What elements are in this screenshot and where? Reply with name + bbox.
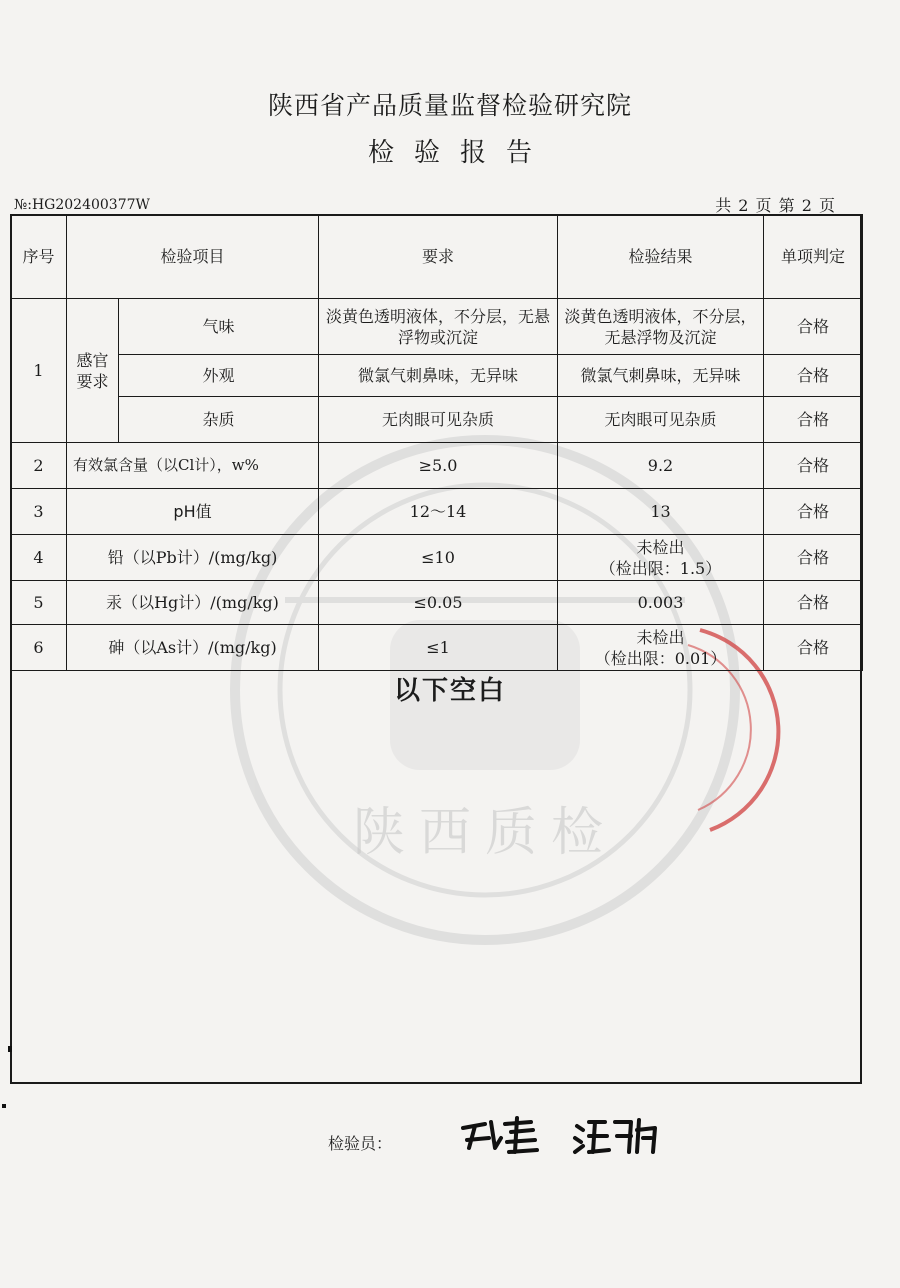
row-seq: 6 — [11, 625, 67, 671]
page-info: 共 2 页 第 2 页 — [715, 196, 836, 215]
row-requirement: 微氯气刺鼻味，无异味 — [319, 355, 558, 397]
row-requirement: 12～14 — [319, 489, 558, 535]
table-row — [11, 355, 863, 397]
row-judgment: 合格 — [764, 355, 863, 397]
row-result — [558, 625, 764, 671]
report-number: №:HG202400377W — [14, 197, 150, 213]
table-row — [11, 489, 863, 535]
header-requirement: 要求 — [319, 215, 558, 299]
table-row — [11, 443, 863, 489]
row-item: 铅（以Pb计）/(mg/kg) — [67, 535, 319, 581]
watermark-text: 陕西质检 — [352, 803, 618, 863]
row-result: 无肉眼可见杂质 — [558, 397, 764, 443]
blank-note: 以下空白 — [393, 676, 506, 706]
row-result — [558, 535, 764, 581]
inspection-table — [10, 214, 863, 671]
header-item: 检验项目 — [67, 215, 319, 299]
table-row — [11, 625, 863, 671]
row-requirement: ≤1 — [319, 625, 558, 671]
row-requirement: ≤10 — [319, 535, 558, 581]
result-value: 未检出 — [636, 627, 685, 647]
scan-mark — [2, 1104, 6, 1108]
table-row — [11, 299, 863, 355]
row-judgment: 合格 — [764, 489, 863, 535]
row-result: 9.2 — [558, 443, 764, 489]
header-judgment: 单项判定 — [764, 215, 863, 299]
row-seq: 3 — [11, 489, 67, 535]
row-item: 有效氯含量（以Cl计），w% — [67, 443, 319, 489]
result-value: 未检出 — [636, 537, 685, 557]
row-seq: 2 — [11, 443, 67, 489]
row-judgment: 合格 — [764, 397, 863, 443]
table-row — [11, 581, 863, 625]
row-item: 外观 — [119, 355, 319, 397]
inspector-signatures — [455, 1108, 675, 1168]
row-seq: 1 — [11, 299, 67, 443]
row-requirement: 淡黄色透明液体，不分层，无悬浮物或沉淀 — [319, 299, 558, 355]
institute-name: 陕西省产品质量监督检验研究院 — [267, 91, 632, 120]
row-result: 0.003 — [558, 581, 764, 625]
inspector-label: 检验员： — [328, 1134, 393, 1153]
row-item: 杂质 — [119, 397, 319, 443]
scan-mark — [8, 1046, 12, 1052]
row-judgment: 合格 — [764, 581, 863, 625]
row-item: 汞（以Hg计）/(mg/kg) — [67, 581, 319, 625]
report-title: 检验报告 — [367, 138, 552, 168]
table-row — [11, 535, 863, 581]
row-judgment: 合格 — [764, 625, 863, 671]
row-result: 微氯气刺鼻味，无异味 — [558, 355, 764, 397]
table-header-row — [11, 215, 863, 299]
row-seq: 5 — [11, 581, 67, 625]
row-judgment: 合格 — [764, 535, 863, 581]
row-requirement: ≥5.0 — [319, 443, 558, 489]
row-judgment: 合格 — [764, 443, 863, 489]
header-result: 检验结果 — [558, 215, 764, 299]
row-group: 感官要求 — [67, 299, 119, 443]
row-result: 13 — [558, 489, 764, 535]
row-judgment: 合格 — [764, 299, 863, 355]
table-row — [11, 397, 863, 443]
row-seq: 4 — [11, 535, 67, 581]
row-result: 淡黄色透明液体，不分层，无悬浮物及沉淀 — [558, 299, 764, 355]
row-requirement: 无肉眼可见杂质 — [319, 397, 558, 443]
header-seq: 序号 — [11, 215, 67, 299]
result-note: （检出限：0.01） — [594, 648, 727, 668]
result-note: （检出限：1.5） — [599, 558, 722, 578]
row-item: 气味 — [119, 299, 319, 355]
row-item: pH值 — [67, 489, 319, 535]
row-requirement: ≤0.05 — [319, 581, 558, 625]
row-item: 砷（以As计）/(mg/kg) — [67, 625, 319, 671]
